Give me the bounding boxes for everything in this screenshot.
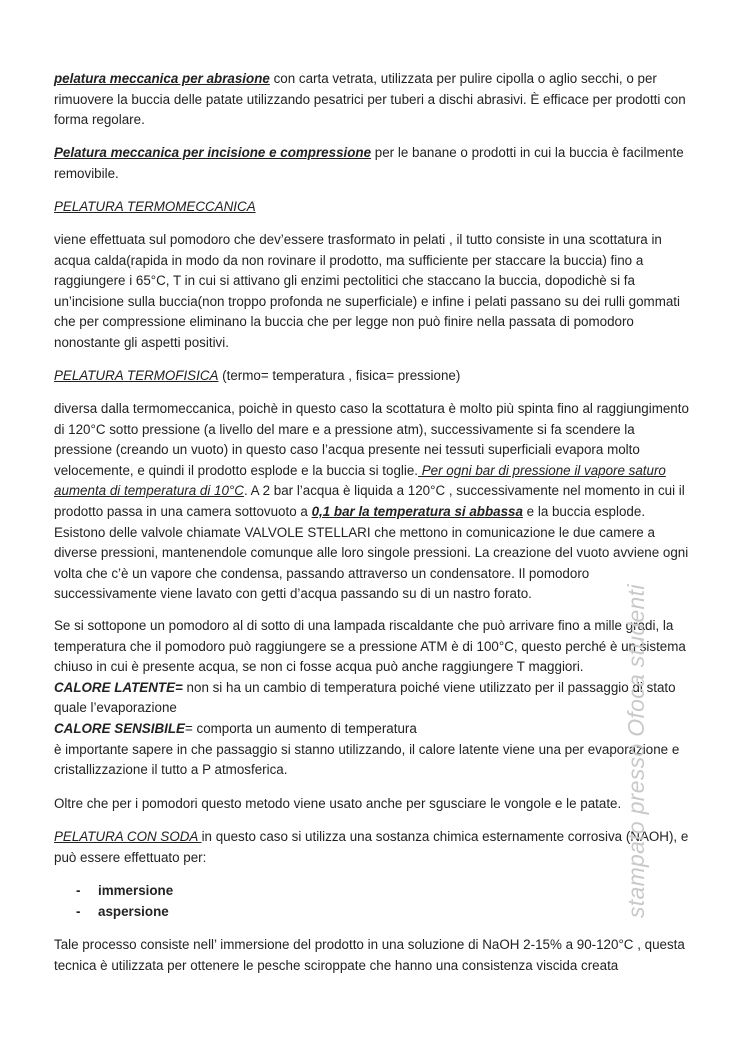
calore-latente-line bbox=[54, 678, 694, 719]
watermark: stampato presso Ofoca studenti bbox=[623, 584, 649, 918]
termofisica-emphasis-bar: Per ogni bar di pressione il vapore saturo aumenta di temperatura di 10°C bbox=[54, 462, 666, 499]
paragraph-vongole: Oltre che per i pomodori questo metodo viene usato anche per sgusciare le vongole e le patate. bbox=[54, 796, 622, 811]
paragraph-incisione-text: per le banane o prodotti in cui la buccia è facilmente removibile. bbox=[54, 145, 684, 181]
calore-latente-text: non si ha un cambio di temperatura poiché viene utilizzato per il passaggio di stato quale l’evaporazione bbox=[54, 679, 676, 716]
list-item-label: aspersione bbox=[98, 903, 169, 919]
list-item bbox=[54, 902, 694, 923]
calore-sensibile-label: CALORE SENSIBILE bbox=[54, 720, 185, 736]
paragraph-termomeccanica: viene effettuata sul pomodoro che dev’essere trasformato in pelati , il tutto consiste in una scottatura in acqua calda(rapida in modo da non rovinare il prodotto, ma sufficiente per staccare la buccia) fino a raggiungere i 65°C, T in cui si attivano gli enzimi pectolitici che staccano la buccia, dopodichè si fa un’incisione sulla buccia(non troppo profonda ne superficiale) e infine i pelati passano su dei rulli gommati che per compressione eliminano la buccia che per legge non può finire nella passata di pomodoro nonostante gli aspetti positivi. bbox=[54, 232, 681, 350]
heading-termofisica bbox=[54, 366, 694, 387]
calore-latente-label: CALORE LATENTE= bbox=[54, 679, 183, 695]
heading-abrasione: pelatura meccanica per abrasione bbox=[54, 71, 270, 86]
paragraph-abrasione-text: con carta vetrata, utilizzata per pulire cipolla o aglio secchi, o per rimuovere la buccia delle patate utilizzando pesatrici per tuberi a dischi abrasivi. È efficace per prodotti con forma regolare. bbox=[54, 71, 686, 128]
paragraph-incisione bbox=[54, 143, 694, 184]
soda-method-list bbox=[54, 881, 694, 922]
termofisica-text-1: diversa dalla termomeccanica, poichè in questo caso la scottatura è molto più spinta fino al raggiungimento di 120°C sotto pressione (a livello del mare e a pressione atm), successivamente si fa scendere la pressione (creando un vuoto) in questo caso l’acqua presente nei tessuti superficiali evapora molto velocemente, e quindi il prodotto esplode e la buccia si toglie. bbox=[54, 401, 689, 478]
termofisica-emphasis-vuoto: 0,1 bar la temperatura si abbassa bbox=[311, 503, 523, 519]
heading-termofisica-note: (termo= temperatura , fisica= pressione) bbox=[218, 368, 461, 383]
heading-termomeccanica-text: PELATURA TERMOMECCANICA bbox=[54, 199, 256, 214]
calore-intro: Se si sottopone un pomodoro al di sotto di una lampada riscaldante che può arrivare fino a mille gradi, la temperatura che il pomodoro può raggiungere se a pressione ATM è di 100°C, questo perché è un sistema chiuso in cui è presente acqua, se non ci fosse acqua può anche raggiungere T maggiori. bbox=[54, 618, 686, 675]
paragraph-abrasione bbox=[54, 69, 694, 131]
calore-sensibile-text: = comporta un aumento di temperatura bbox=[184, 720, 417, 736]
heading-termofisica-title: PELATURA TERMOFISICA bbox=[54, 368, 219, 383]
termofisica-text-3: e la buccia esplode. Esistono delle valvole chiamate VALVOLE STELLARI che mettono in comunicazione le due camere a diverse pressioni, mantenendole comunque alle loro singole pressioni. La creazione del vuoto avviene ogni volta che c’è un vapore che condensa, passando attraverso un condensatore. Il pomodoro successivamente viene lavato con getti d’acqua passando su di un nastro forato. bbox=[54, 503, 689, 602]
list-item bbox=[54, 881, 694, 902]
paragraph-soda bbox=[54, 827, 694, 868]
paragraph-calore bbox=[54, 616, 694, 781]
bullet-dash: - bbox=[76, 903, 81, 919]
termofisica-text-2: . A 2 bar l’acqua è liquida a 120°C , successivamente nel momento in cui il prodotto passa in una camera sottovuoto a bbox=[54, 483, 685, 519]
list-item-label: immersione bbox=[98, 883, 174, 898]
heading-soda: PELATURA CON SODA bbox=[54, 829, 202, 844]
paragraph-soda-text: in questo caso si utilizza una sostanza chimica esternamente corrosiva (NAOH), e può essere effettuato per: bbox=[54, 829, 689, 865]
bullet-dash: - bbox=[76, 883, 81, 898]
heading-termomeccanica bbox=[54, 197, 694, 218]
paragraph-naoh: Tale processo consiste nell’ immersione del prodotto in una soluzione di NaOH 2-15% a 90-120°C , questa tecnica è utilizzata per ottenere le pesche sciroppate che hanno una consistenza viscida creata bbox=[54, 937, 685, 973]
heading-incisione: Pelatura meccanica per incisione e compressione bbox=[54, 145, 372, 160]
calore-conclusion: è importante sapere in che passaggio si stanno utilizzando, il calore latente viene una per evaporazione e cristallizzazione il tutto a P atmosferica. bbox=[54, 741, 680, 778]
calore-sensibile-line bbox=[54, 719, 694, 740]
paragraph-termofisica bbox=[54, 399, 694, 605]
